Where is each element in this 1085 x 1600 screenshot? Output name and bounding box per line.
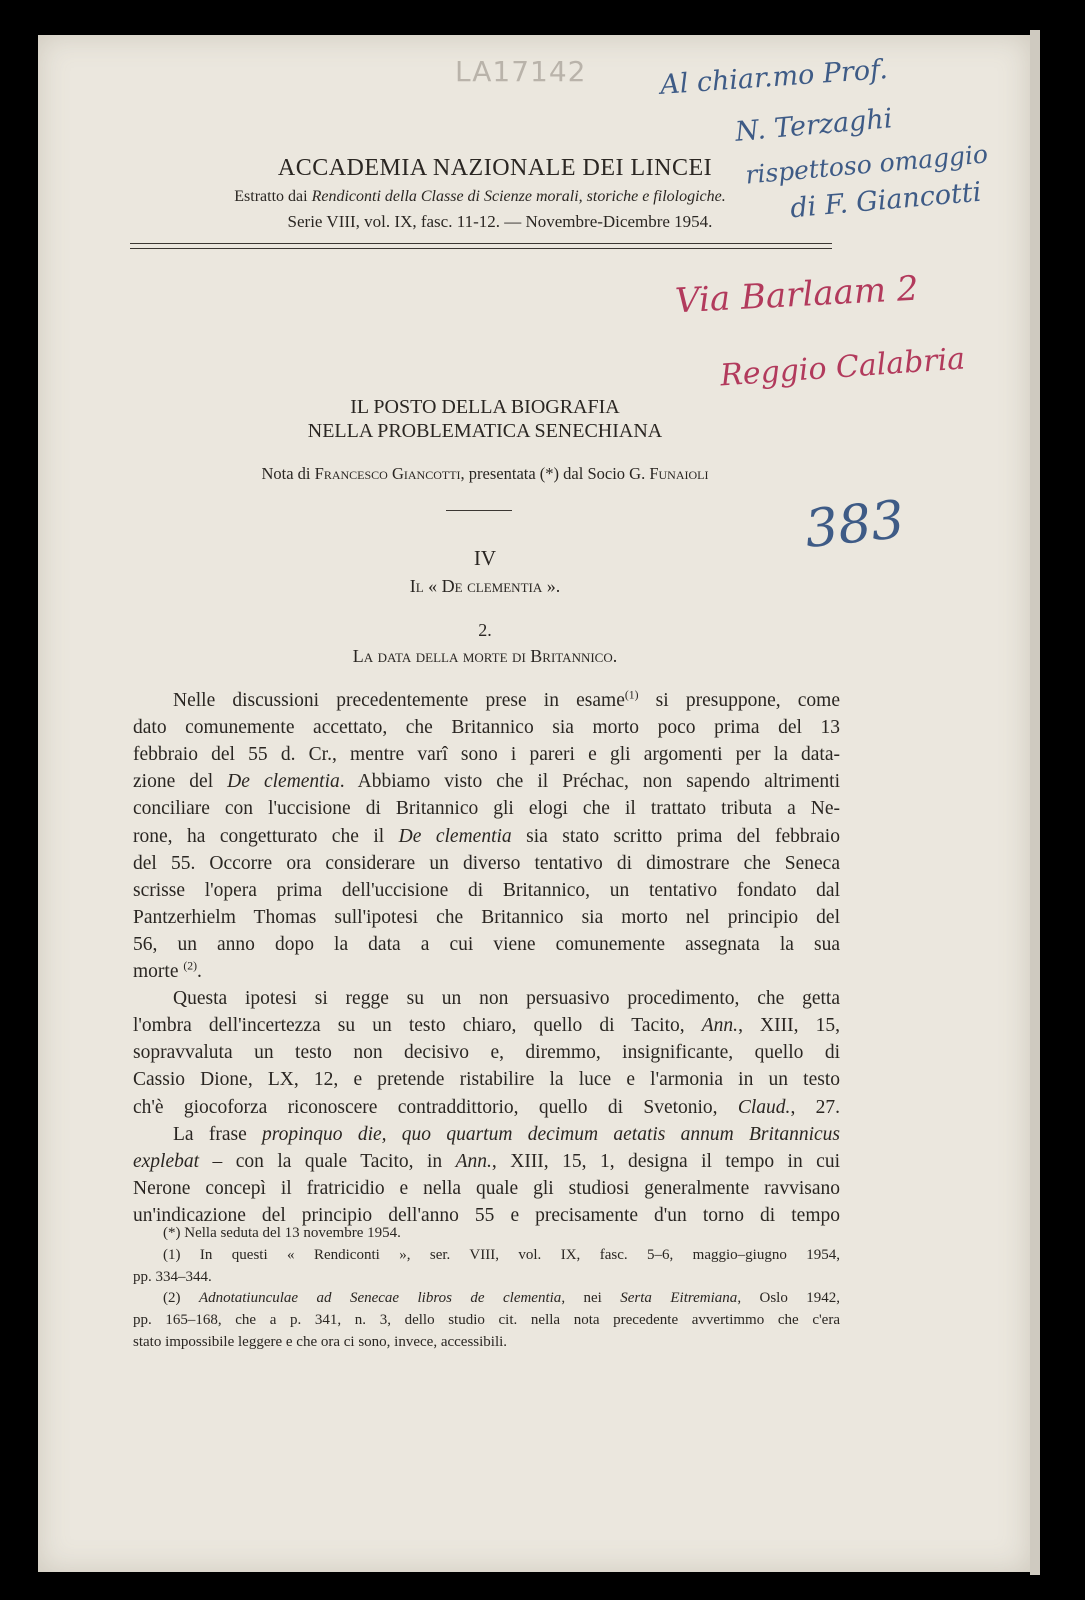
text-segment: del 55. Occorre ora considerare un diverso tentativo di dimostrare che Seneca: [133, 852, 840, 874]
text-line: [133, 798, 840, 820]
text-segment: scrisse l'opera prima dell'uccisione di Britannico, un tentativo fondato dal: [133, 879, 840, 901]
text-segment: morte: [133, 961, 184, 982]
italic-text: Ann.: [455, 1150, 492, 1172]
text-line: [133, 880, 840, 902]
shelf-number: 383: [802, 489, 908, 561]
text-segment: febbraio del 55 d. Cr., mentre varî sono i pareri e gli argomenti per la data-: [133, 744, 840, 766]
text-segment: l'ombra dell'incertezza su un testo chiaro, quello di Tacito,: [133, 1015, 702, 1037]
text-segment: un'indicazione del principio dell'anno 55 e precisamente d'un torno di tempo: [133, 1204, 840, 1226]
text-segment: (1) In questi « Rendiconti », ser. VIII, vol. IX, fasc. 5–6, maggio–giugno 1954,: [163, 1246, 840, 1263]
text-segment: Francesco Giancotti: [314, 464, 461, 483]
text-segment: rone, ha congetturato che il: [133, 825, 399, 847]
footnote-line: [133, 1269, 840, 1286]
footnote-line: [133, 1290, 840, 1307]
author-note: [130, 464, 840, 484]
text-line: [133, 690, 840, 712]
text-line: [133, 988, 840, 1010]
text-segment: sia stato scritto prima del febbraio: [511, 825, 840, 847]
footnote-line: [133, 1225, 840, 1242]
text-line: [133, 1124, 840, 1146]
text-line: [133, 1097, 840, 1119]
text-segment: si presuppone, come: [638, 690, 840, 711]
text-line: [133, 771, 840, 793]
italic-text: De clementia: [398, 825, 512, 847]
text-segment: Questa ipotesi si regge su un non persuasivo procedimento, che getta: [173, 988, 840, 1010]
italic-text: Rendiconti della Classe di Scienze morali, storiche e filologiche.: [311, 188, 726, 205]
text-segment: Nerone concepì il fratricidio e nella quale gli studiosi generalmente ravvisano: [133, 1177, 840, 1199]
handwritten-address: Reggio Calabria: [719, 341, 967, 394]
dedication-line: N. Terzaghi: [733, 103, 894, 148]
text-segment: Estratto dai: [234, 188, 312, 205]
text-line: [133, 853, 840, 875]
text-line: [133, 826, 840, 848]
text-segment: La frase: [173, 1123, 263, 1145]
italic-text: Serta Eitremiana: [620, 1290, 738, 1307]
text-line: [133, 1178, 840, 1200]
text-segment: – con la quale Tacito, in: [199, 1150, 456, 1172]
title-rule: [446, 510, 512, 511]
text-segment: conciliare con l'uccisione di Britannico gli elogi che il trattato tributa a Ne-: [133, 798, 840, 820]
text-segment: Il « De clementia ».: [409, 576, 561, 596]
text-segment: , Oslo 1942,: [737, 1290, 841, 1307]
text-segment: , nei: [561, 1290, 621, 1307]
text-line: [133, 1015, 840, 1037]
text-segment: (*) Nella seduta del 13 novembre 1954.: [163, 1225, 401, 1241]
text-segment: pp. 165–168, che a p. 341, n. 3, dello studio cit. nella nota precedente avvertimmo che c'era: [133, 1312, 840, 1329]
text-segment: Nota di: [261, 464, 315, 483]
text-line: [133, 717, 840, 739]
text-segment: (2): [163, 1290, 199, 1307]
text-segment: Serie VIII, vol. IX, fasc. 11-12. — Novembre-Dicembre 1954.: [287, 212, 713, 231]
chapter-title: [130, 576, 840, 597]
text-line: [133, 1205, 840, 1227]
academy-name: ACCADEMIA NAZIONALE DEI LINCEI: [277, 155, 713, 181]
dedication-line: rispettoso omaggio: [744, 139, 990, 190]
footnote-reference: (2): [183, 959, 197, 973]
extract-line: [130, 188, 830, 206]
text-segment: Nelle discussioni precedentemente prese in esame: [173, 690, 625, 711]
dedication-signature: di F. Giancotti: [789, 176, 983, 225]
text-segment: stato impossibile leggere e che ora ci sono, invece, accessibili.: [133, 1334, 508, 1350]
text-segment: Funaioli: [649, 464, 709, 483]
text-segment: Pantzerhielm Thomas sull'ipotesi che Britannico sia morto nel principio del: [133, 906, 840, 928]
text-segment: 56, un anno dopo la data a cui viene comunemente assegnata la sua: [133, 933, 840, 955]
dedication-line: Al chiar.mo Prof.: [659, 54, 889, 101]
page-edge: [1030, 30, 1040, 1575]
text-segment: ch'è giocoforza riconoscere contraddittorio, quello di Svetonio,: [133, 1096, 738, 1118]
archive-mark: LA17142: [455, 55, 587, 88]
handwritten-address: Via Barlaam 2: [674, 268, 920, 322]
text-segment: , XIII, 15,: [738, 1015, 840, 1037]
text-line: [133, 1069, 840, 1091]
text-line: [133, 1151, 840, 1173]
italic-text: propinquo die, quo quartum decimum aetatis annum Britannicus: [262, 1123, 840, 1145]
footnote-line: [133, 1334, 840, 1351]
series-line: [130, 212, 870, 232]
footnote-reference: (1): [624, 688, 639, 702]
footnote-line: [133, 1247, 840, 1264]
text-segment: , 27.: [790, 1096, 840, 1118]
italic-text: Ann.: [701, 1015, 739, 1037]
text-segment: .: [197, 961, 202, 982]
text-segment: La data della morte di Britannico.: [352, 646, 618, 666]
section-number: 2.: [478, 620, 492, 640]
italic-text: Claud.: [737, 1096, 791, 1118]
text-line: [133, 961, 840, 983]
italic-text: explebat: [133, 1150, 200, 1172]
article-subtitle: NELLA PROBLEMATICA SENECHIANA: [307, 420, 663, 442]
section-title: [130, 646, 840, 667]
text-segment: dato comunemente accettato, che Britannico sia morto poco prima del 13: [133, 717, 840, 739]
text-segment: Cassio Dione, LX, 12, e pretende ristabilire la luce e l'armonia in un testo: [133, 1069, 840, 1091]
header-rule: [130, 243, 832, 244]
text-segment: . Abbiamo visto che il Préchac, non sapendo altrimenti: [339, 771, 840, 793]
text-segment: , presentata (*) dal Socio G.: [460, 464, 650, 483]
text-line: [133, 907, 840, 929]
italic-text: De clementia: [227, 771, 340, 793]
text-line: [133, 1042, 840, 1064]
footnote-line: [133, 1312, 840, 1329]
text-segment: pp. 334–344.: [133, 1268, 212, 1285]
text-line: [133, 934, 840, 956]
italic-text: Adnotatiunculae ad Senecae libros de clementia: [198, 1290, 562, 1307]
text-segment: , XIII, 15, 1, designa il tempo in cui: [491, 1150, 841, 1172]
text-segment: sopravvaluta un testo non decisivo e, diremmo, insignificante, quello di: [133, 1042, 840, 1064]
header-rule: [130, 248, 832, 249]
chapter-number: IV: [473, 546, 497, 570]
text-line: [133, 744, 840, 766]
article-title: IL POSTO DELLA BIOGRAFIA: [350, 396, 620, 418]
text-segment: zione del: [133, 771, 228, 793]
